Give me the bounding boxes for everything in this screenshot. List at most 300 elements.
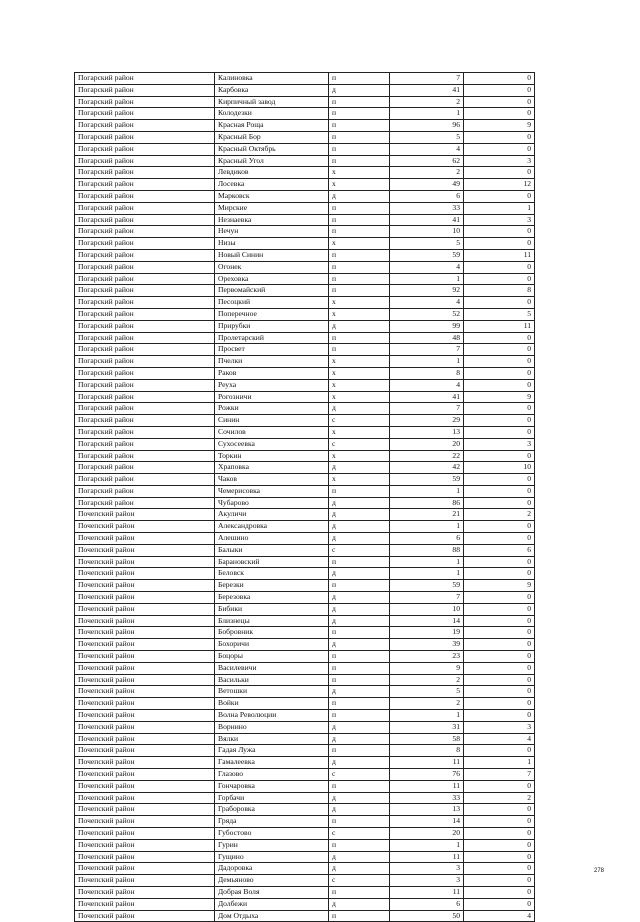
district-cell: Погарский район	[75, 96, 215, 108]
district-cell: Почепский район	[75, 780, 215, 792]
type-cell: с	[329, 769, 390, 781]
count-cell: 99	[390, 320, 464, 332]
settlement-cell: Александровка	[215, 521, 329, 533]
district-cell: Почепский район	[75, 509, 215, 521]
settlement-cell: Алешино	[215, 533, 329, 545]
type-cell: д	[329, 592, 390, 604]
district-cell: Почепский район	[75, 733, 215, 745]
district-cell: Погарский район	[75, 438, 215, 450]
extra-count-cell: 11	[464, 249, 535, 261]
extra-count-cell: 9	[464, 580, 535, 592]
type-cell: п	[329, 839, 390, 851]
settlement-cell: Низы	[215, 238, 329, 250]
count-cell: 58	[390, 733, 464, 745]
settlement-cell: Новый Синин	[215, 249, 329, 261]
count-cell: 52	[390, 308, 464, 320]
settlement-cell: Войки	[215, 698, 329, 710]
count-cell: 31	[390, 721, 464, 733]
type-cell: п	[329, 698, 390, 710]
district-cell: Погарский район	[75, 403, 215, 415]
table-row	[75, 721, 535, 733]
extra-count-cell: 0	[464, 745, 535, 757]
type-cell: п	[329, 226, 390, 238]
type-cell: п	[329, 674, 390, 686]
count-cell: 4	[390, 143, 464, 155]
district-cell: Почепский район	[75, 757, 215, 769]
extra-count-cell: 4	[464, 910, 535, 922]
district-cell: Почепский район	[75, 769, 215, 781]
district-cell: Погарский район	[75, 308, 215, 320]
count-cell: 7	[390, 403, 464, 415]
district-cell: Погарский район	[75, 379, 215, 391]
district-cell: Погарский район	[75, 273, 215, 285]
extra-count-cell: 0	[464, 556, 535, 568]
count-cell: 1	[390, 839, 464, 851]
settlement-cell: Ветошки	[215, 686, 329, 698]
district-cell: Погарский район	[75, 285, 215, 297]
count-cell: 8	[390, 745, 464, 757]
district-cell: Погарский район	[75, 190, 215, 202]
type-cell: х	[329, 379, 390, 391]
table-row	[75, 533, 535, 545]
settlement-cell: Беловск	[215, 568, 329, 580]
district-cell: Погарский район	[75, 84, 215, 96]
settlement-cell: Ворнино	[215, 721, 329, 733]
settlement-cell: Бибики	[215, 603, 329, 615]
settlement-cell: Сухосеевка	[215, 438, 329, 450]
district-cell: Погарский район	[75, 131, 215, 143]
district-cell: Погарский район	[75, 344, 215, 356]
district-cell: Почепский район	[75, 851, 215, 863]
settlement-cell: Гряда	[215, 816, 329, 828]
table-row	[75, 875, 535, 887]
count-cell: 48	[390, 332, 464, 344]
table-row	[75, 214, 535, 226]
count-cell: 88	[390, 544, 464, 556]
count-cell: 20	[390, 828, 464, 840]
settlement-cell: Красный Октябрь	[215, 143, 329, 155]
district-cell: Почепский район	[75, 627, 215, 639]
district-cell: Погарский район	[75, 120, 215, 132]
type-cell: с	[329, 544, 390, 556]
type-cell: д	[329, 757, 390, 769]
extra-count-cell: 0	[464, 780, 535, 792]
type-cell: х	[329, 391, 390, 403]
table-row	[75, 627, 535, 639]
extra-count-cell: 3	[464, 214, 535, 226]
extra-count-cell: 0	[464, 238, 535, 250]
table-row	[75, 898, 535, 910]
type-cell: п	[329, 344, 390, 356]
table-row	[75, 120, 535, 132]
table-row	[75, 910, 535, 922]
count-cell: 11	[390, 851, 464, 863]
extra-count-cell: 0	[464, 898, 535, 910]
district-cell: Погарский район	[75, 332, 215, 344]
district-cell: Почепский район	[75, 745, 215, 757]
table-row	[75, 662, 535, 674]
settlement-cell: Красный Угол	[215, 155, 329, 167]
count-cell: 10	[390, 603, 464, 615]
table-row	[75, 167, 535, 179]
extra-count-cell: 0	[464, 603, 535, 615]
table-row	[75, 780, 535, 792]
extra-count-cell: 0	[464, 73, 535, 85]
district-cell: Почепский район	[75, 875, 215, 887]
type-cell: х	[329, 179, 390, 191]
settlement-cell: Сочилов	[215, 426, 329, 438]
settlement-cell: Торкин	[215, 450, 329, 462]
type-cell: п	[329, 273, 390, 285]
table-row	[75, 344, 535, 356]
settlement-cell: Лосевка	[215, 179, 329, 191]
settlement-cell: Березки	[215, 580, 329, 592]
extra-count-cell: 0	[464, 356, 535, 368]
type-cell: п	[329, 285, 390, 297]
district-cell: Почепский район	[75, 863, 215, 875]
settlement-table	[74, 72, 535, 922]
count-cell: 7	[390, 73, 464, 85]
count-cell: 13	[390, 426, 464, 438]
extra-count-cell: 0	[464, 261, 535, 273]
settlement-cell: Вялки	[215, 733, 329, 745]
type-cell: п	[329, 627, 390, 639]
settlement-cell: Первомайский	[215, 285, 329, 297]
district-cell: Почепский район	[75, 662, 215, 674]
settlement-cell: Поперечное	[215, 308, 329, 320]
extra-count-cell: 3	[464, 438, 535, 450]
count-cell: 1	[390, 273, 464, 285]
table-row	[75, 474, 535, 486]
table-row	[75, 521, 535, 533]
settlement-cell: Горбачи	[215, 792, 329, 804]
table-row	[75, 155, 535, 167]
district-cell: Почепский район	[75, 603, 215, 615]
district-cell: Почепский район	[75, 910, 215, 922]
district-cell: Погарский район	[75, 462, 215, 474]
count-cell: 6	[390, 190, 464, 202]
district-cell: Погарский район	[75, 261, 215, 273]
type-cell: п	[329, 214, 390, 226]
extra-count-cell: 0	[464, 344, 535, 356]
count-cell: 1	[390, 710, 464, 722]
table-row	[75, 592, 535, 604]
district-cell: Почепский район	[75, 816, 215, 828]
table-row	[75, 226, 535, 238]
type-cell: п	[329, 131, 390, 143]
count-cell: 11	[390, 780, 464, 792]
count-cell: 2	[390, 698, 464, 710]
district-cell: Погарский район	[75, 297, 215, 309]
extra-count-cell: 6	[464, 544, 535, 556]
extra-count-cell: 0	[464, 662, 535, 674]
type-cell: д	[329, 721, 390, 733]
type-cell: п	[329, 108, 390, 120]
settlement-cell: Рожки	[215, 403, 329, 415]
district-cell: Погарский район	[75, 497, 215, 509]
type-cell: п	[329, 662, 390, 674]
settlement-cell: Прирубки	[215, 320, 329, 332]
extra-count-cell: 0	[464, 415, 535, 427]
type-cell: п	[329, 261, 390, 273]
district-cell: Погарский район	[75, 73, 215, 85]
settlement-cell: Васильки	[215, 674, 329, 686]
table-row	[75, 403, 535, 415]
settlement-cell: Добрая Воля	[215, 886, 329, 898]
table-row	[75, 792, 535, 804]
table-row	[75, 651, 535, 663]
extra-count-cell: 1	[464, 757, 535, 769]
district-cell: Погарский район	[75, 155, 215, 167]
table-row	[75, 179, 535, 191]
table-row	[75, 238, 535, 250]
extra-count-cell: 0	[464, 533, 535, 545]
settlement-cell: Песоцкий	[215, 297, 329, 309]
district-cell: Погарский район	[75, 167, 215, 179]
district-cell: Почепский район	[75, 615, 215, 627]
type-cell: п	[329, 202, 390, 214]
settlement-cell: Чемерисовка	[215, 485, 329, 497]
table-row	[75, 816, 535, 828]
table-row	[75, 615, 535, 627]
count-cell: 29	[390, 415, 464, 427]
district-cell: Погарский район	[75, 391, 215, 403]
district-cell: Погарский район	[75, 143, 215, 155]
type-cell: д	[329, 804, 390, 816]
table-row	[75, 332, 535, 344]
district-cell: Почепский район	[75, 828, 215, 840]
type-cell: с	[329, 438, 390, 450]
count-cell: 1	[390, 556, 464, 568]
table-row	[75, 839, 535, 851]
table-row	[75, 450, 535, 462]
count-cell: 76	[390, 769, 464, 781]
type-cell: п	[329, 886, 390, 898]
extra-count-cell: 0	[464, 226, 535, 238]
type-cell: х	[329, 450, 390, 462]
extra-count-cell: 0	[464, 167, 535, 179]
count-cell: 7	[390, 344, 464, 356]
type-cell: п	[329, 816, 390, 828]
table-row	[75, 757, 535, 769]
settlement-cell: Огонек	[215, 261, 329, 273]
district-cell: Погарский район	[75, 202, 215, 214]
count-cell: 11	[390, 886, 464, 898]
count-cell: 22	[390, 450, 464, 462]
type-cell: х	[329, 356, 390, 368]
table-row	[75, 367, 535, 379]
extra-count-cell: 2	[464, 509, 535, 521]
count-cell: 4	[390, 297, 464, 309]
table-row	[75, 415, 535, 427]
extra-count-cell: 0	[464, 521, 535, 533]
district-cell: Почепский район	[75, 592, 215, 604]
table-row	[75, 686, 535, 698]
settlement-cell: Красная Роща	[215, 120, 329, 132]
count-cell: 86	[390, 497, 464, 509]
extra-count-cell: 0	[464, 426, 535, 438]
extra-count-cell: 3	[464, 721, 535, 733]
type-cell: п	[329, 485, 390, 497]
district-cell: Почепский район	[75, 698, 215, 710]
table-row	[75, 202, 535, 214]
type-cell: д	[329, 497, 390, 509]
type-cell: х	[329, 297, 390, 309]
count-cell: 5	[390, 238, 464, 250]
table-row	[75, 73, 535, 85]
type-cell: п	[329, 710, 390, 722]
type-cell: д	[329, 615, 390, 627]
district-cell: Погарский район	[75, 450, 215, 462]
settlement-cell: Чаков	[215, 474, 329, 486]
table-row	[75, 273, 535, 285]
district-cell: Погарский район	[75, 426, 215, 438]
type-cell: п	[329, 249, 390, 261]
extra-count-cell: 0	[464, 297, 535, 309]
table-row	[75, 804, 535, 816]
count-cell: 39	[390, 639, 464, 651]
table-row	[75, 485, 535, 497]
settlement-cell: Глазово	[215, 769, 329, 781]
district-cell: Почепский район	[75, 568, 215, 580]
district-cell: Почепский район	[75, 544, 215, 556]
extra-count-cell: 0	[464, 828, 535, 840]
type-cell: д	[329, 509, 390, 521]
type-cell: х	[329, 167, 390, 179]
table-row	[75, 497, 535, 509]
table-row	[75, 108, 535, 120]
extra-count-cell: 5	[464, 308, 535, 320]
extra-count-cell: 0	[464, 403, 535, 415]
district-cell: Почепский район	[75, 792, 215, 804]
type-cell: х	[329, 474, 390, 486]
extra-count-cell: 2	[464, 792, 535, 804]
table-row	[75, 285, 535, 297]
extra-count-cell: 7	[464, 769, 535, 781]
count-cell: 14	[390, 816, 464, 828]
settlement-cell: Василевичи	[215, 662, 329, 674]
settlement-cell: Боцоры	[215, 651, 329, 663]
extra-count-cell: 4	[464, 733, 535, 745]
count-cell: 1	[390, 108, 464, 120]
settlement-cell: Карбовка	[215, 84, 329, 96]
extra-count-cell: 0	[464, 450, 535, 462]
type-cell: п	[329, 143, 390, 155]
extra-count-cell: 0	[464, 710, 535, 722]
type-cell: х	[329, 367, 390, 379]
table-row	[75, 674, 535, 686]
type-cell: д	[329, 851, 390, 863]
type-cell: х	[329, 426, 390, 438]
count-cell: 33	[390, 202, 464, 214]
settlement-cell: Гончаровка	[215, 780, 329, 792]
type-cell: п	[329, 651, 390, 663]
count-cell: 5	[390, 131, 464, 143]
district-cell: Почепский район	[75, 886, 215, 898]
settlement-cell: Мирские	[215, 202, 329, 214]
extra-count-cell: 0	[464, 131, 535, 143]
type-cell: п	[329, 332, 390, 344]
district-cell: Погарский район	[75, 474, 215, 486]
count-cell: 6	[390, 533, 464, 545]
table-row	[75, 249, 535, 261]
count-cell: 13	[390, 804, 464, 816]
type-cell: п	[329, 155, 390, 167]
extra-count-cell: 0	[464, 615, 535, 627]
type-cell: д	[329, 403, 390, 415]
extra-count-cell: 0	[464, 497, 535, 509]
settlement-cell: Красный Бор	[215, 131, 329, 143]
type-cell: д	[329, 533, 390, 545]
count-cell: 6	[390, 898, 464, 910]
settlement-cell: Пролетарский	[215, 332, 329, 344]
extra-count-cell: 0	[464, 474, 535, 486]
table-row	[75, 769, 535, 781]
count-cell: 62	[390, 155, 464, 167]
settlement-cell: Раков	[215, 367, 329, 379]
extra-count-cell: 0	[464, 568, 535, 580]
type-cell: д	[329, 863, 390, 875]
type-cell: п	[329, 580, 390, 592]
extra-count-cell: 0	[464, 804, 535, 816]
district-cell: Почепский район	[75, 533, 215, 545]
type-cell: д	[329, 898, 390, 910]
table-row	[75, 509, 535, 521]
count-cell: 49	[390, 179, 464, 191]
count-cell: 11	[390, 757, 464, 769]
settlement-cell: Бобровник	[215, 627, 329, 639]
table-row	[75, 710, 535, 722]
extra-count-cell: 0	[464, 143, 535, 155]
count-cell: 4	[390, 379, 464, 391]
extra-count-cell: 0	[464, 84, 535, 96]
district-cell: Почепский район	[75, 651, 215, 663]
settlement-cell: Граборовка	[215, 804, 329, 816]
count-cell: 42	[390, 462, 464, 474]
settlement-cell: Гадая Лужа	[215, 745, 329, 757]
extra-count-cell: 0	[464, 839, 535, 851]
count-cell: 2	[390, 167, 464, 179]
extra-count-cell: 0	[464, 273, 535, 285]
type-cell: д	[329, 603, 390, 615]
district-cell: Погарский район	[75, 320, 215, 332]
extra-count-cell: 1	[464, 202, 535, 214]
table-row	[75, 261, 535, 273]
extra-count-cell: 0	[464, 190, 535, 202]
table-row	[75, 568, 535, 580]
count-cell: 9	[390, 662, 464, 674]
count-cell: 5	[390, 686, 464, 698]
extra-count-cell: 0	[464, 651, 535, 663]
table-row	[75, 733, 535, 745]
district-cell: Погарский район	[75, 415, 215, 427]
district-cell: Почепский район	[75, 898, 215, 910]
extra-count-cell: 0	[464, 851, 535, 863]
table-row	[75, 580, 535, 592]
type-cell: х	[329, 308, 390, 320]
count-cell: 59	[390, 580, 464, 592]
type-cell: п	[329, 96, 390, 108]
type-cell: д	[329, 320, 390, 332]
table-row	[75, 143, 535, 155]
table-row	[75, 379, 535, 391]
district-cell: Погарский район	[75, 367, 215, 379]
count-cell: 2	[390, 674, 464, 686]
settlement-cell: Дом Отдыха	[215, 910, 329, 922]
type-cell: п	[329, 910, 390, 922]
settlement-cell: Чубарово	[215, 497, 329, 509]
count-cell: 20	[390, 438, 464, 450]
